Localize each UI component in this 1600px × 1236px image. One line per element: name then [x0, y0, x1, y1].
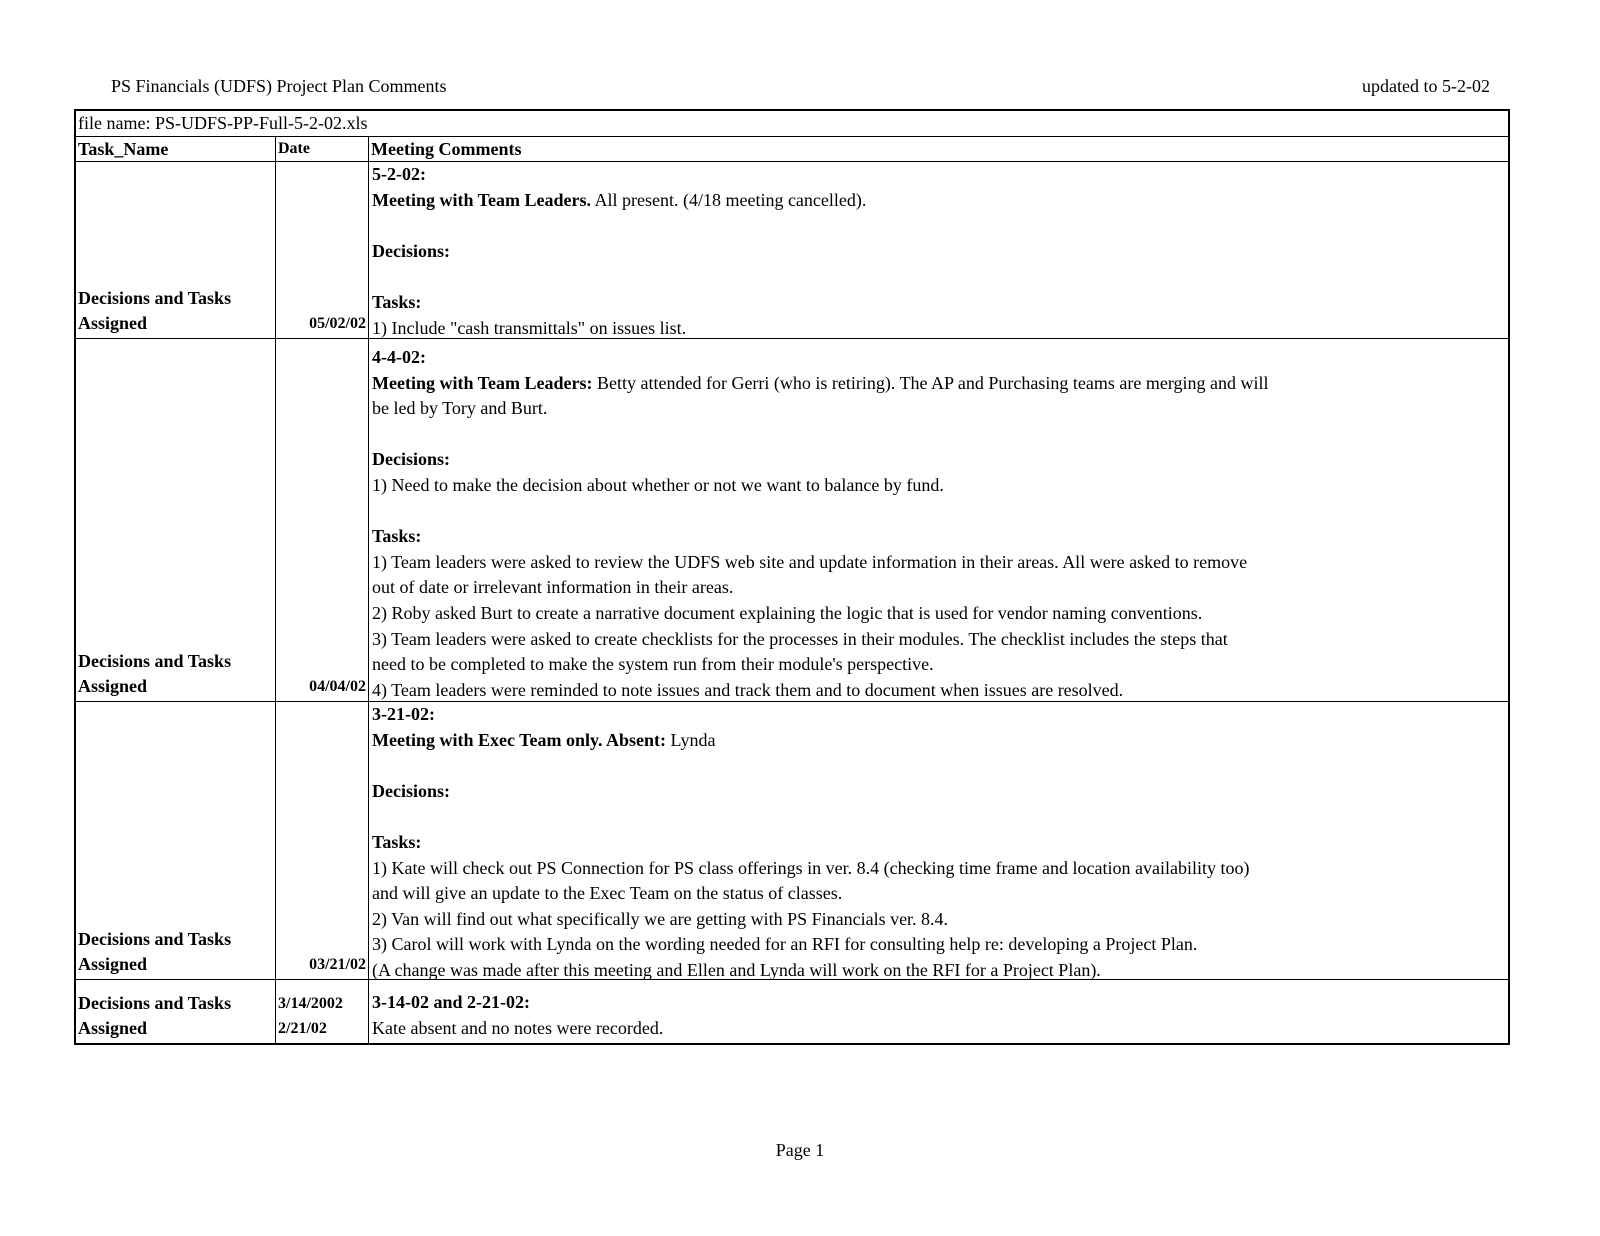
- date-value: 3/14/2002: [278, 994, 343, 1012]
- blank-line: [372, 753, 1408, 779]
- decisions-label: Decisions:: [372, 780, 450, 801]
- task-name-cell: [76, 980, 276, 1043]
- meeting-text: All present. (4/18 meeting cancelled).: [590, 189, 867, 210]
- task-item-continued: need to be completed to make the system run from their module's perspective.: [372, 654, 934, 675]
- tasks-label: Tasks:: [372, 526, 422, 547]
- task-item: 4) Team leaders were reminded to note issues and track them and to document when issues are resolved.: [372, 679, 1124, 700]
- task-item: 3) Carol will work with Lynda on the wording needed for an RFI for consulting help re: developing a Project Plan.: [372, 934, 1198, 955]
- file-name-cell: file name: PS-UDFS-PP-Full-5-2-02.xls: [76, 111, 1508, 137]
- updated-date: updated to 5-2-02: [1362, 76, 1490, 96]
- date-cell: [276, 702, 369, 979]
- meeting-comments-cell: [369, 980, 1508, 1043]
- column-header-meeting-comments: Meeting Comments: [371, 139, 522, 159]
- task-name-cell: [76, 162, 276, 338]
- task-name-line: Decisions and Tasks: [78, 287, 232, 308]
- task-item: 2) Van will find out what specifically we are getting with PS Financials ver. 8.4.: [372, 908, 949, 929]
- meeting-label: Meeting with Team Leaders.: [372, 189, 591, 210]
- table-row: [76, 339, 1508, 702]
- tasks-label: Tasks:: [372, 831, 422, 852]
- task-item: 1) Team leaders were asked to review the UDFS web site and update information in their areas. All were asked to remove: [372, 551, 1248, 572]
- table-row: [76, 162, 1508, 339]
- task-name-line: Decisions and Tasks: [78, 928, 232, 949]
- tasks-label: Tasks:: [372, 291, 422, 312]
- blank-line: [372, 422, 1408, 448]
- decisions-label: Decisions:: [372, 449, 450, 470]
- blank-line: [372, 804, 1408, 830]
- meeting-date-heading: 3-14-02 and 2-21-02:: [372, 992, 530, 1012]
- task-name-cell: [76, 702, 276, 979]
- meeting-text: Betty attended for Gerri (who is retiring). The AP and Purchasing teams are merging and will: [592, 372, 1269, 393]
- task-item: 1) Kate will check out PS Connection for PS class offerings in ver. 8.4 (checking time frame and location availability too): [372, 857, 1250, 878]
- meeting-text: Lynda: [666, 729, 716, 750]
- task-item-continued: and will give an update to the Exec Team on the status of classes.: [372, 883, 843, 904]
- document-title: PS Financials (UDFS) Project Plan Comments: [111, 76, 447, 96]
- blank-line: [372, 264, 1408, 290]
- date-cell: [276, 162, 369, 338]
- task-name-line: Assigned: [78, 954, 148, 975]
- meeting-line: [372, 371, 1408, 397]
- date-cell: [276, 339, 369, 701]
- meeting-comments-cell: [369, 339, 1508, 701]
- column-header-task-name: Task_Name: [76, 137, 276, 161]
- task-name-cell: [76, 339, 276, 701]
- table-row: [76, 702, 1508, 980]
- meeting-text: Kate absent and no notes were recorded.: [372, 1017, 664, 1038]
- task-name-line: Assigned: [78, 676, 148, 697]
- date-value: 05/02/02: [309, 315, 366, 333]
- date-value: 2/21/02: [278, 1020, 327, 1038]
- column-header-row: [76, 137, 1508, 162]
- task-name-line: Decisions and Tasks: [78, 992, 232, 1013]
- blank-line: [372, 213, 1408, 239]
- task-item-continued: out of date or irrelevant information in their areas.: [372, 577, 734, 598]
- spreadsheet-table: [74, 109, 1510, 1045]
- date-value: 03/21/02: [309, 956, 366, 974]
- meeting-comments-cell: [369, 162, 1508, 338]
- meeting-label: Meeting with Team Leaders:: [372, 372, 593, 393]
- task-item: 1) Include "cash transmittals" on issues list.: [372, 317, 687, 338]
- task-name-line: Assigned: [78, 313, 148, 334]
- date-cell: [276, 980, 369, 1043]
- task-name-line: Decisions and Tasks: [78, 650, 232, 671]
- decision-item: 1) Need to make the decision about whether or not we want to balance by fund.: [372, 474, 944, 495]
- task-name-line: Assigned: [78, 1018, 148, 1039]
- meeting-line: [372, 728, 1408, 754]
- date-value: 04/04/02: [309, 678, 366, 696]
- task-item: 2) Roby asked Burt to create a narrative document explaining the logic that is used for vendor naming conventions.: [372, 602, 1203, 623]
- meeting-date-heading: 3-21-02:: [372, 704, 435, 724]
- task-note: (A change was made after this meeting and Ellen and Lynda will work on the RFI for a Project Plan).: [372, 959, 1101, 980]
- meeting-date-heading: 5-2-02:: [372, 164, 426, 184]
- table-row: [76, 980, 1508, 1043]
- decisions-label: Decisions:: [372, 240, 450, 261]
- page-number: Page 1: [775, 1140, 825, 1160]
- meeting-text-continued: be led by Tory and Burt.: [372, 398, 548, 419]
- meeting-line: [372, 188, 1408, 214]
- meeting-label: Meeting with Exec Team only. Absent:: [372, 729, 667, 750]
- blank-line: [372, 499, 1408, 525]
- column-header-date: Date: [276, 137, 369, 161]
- meeting-date-heading: 4-4-02:: [372, 347, 426, 367]
- meeting-comments-cell: [369, 702, 1508, 979]
- task-item: 3) Team leaders were asked to create checklists for the processes in their modules. The checklist includes the steps that: [372, 628, 1228, 649]
